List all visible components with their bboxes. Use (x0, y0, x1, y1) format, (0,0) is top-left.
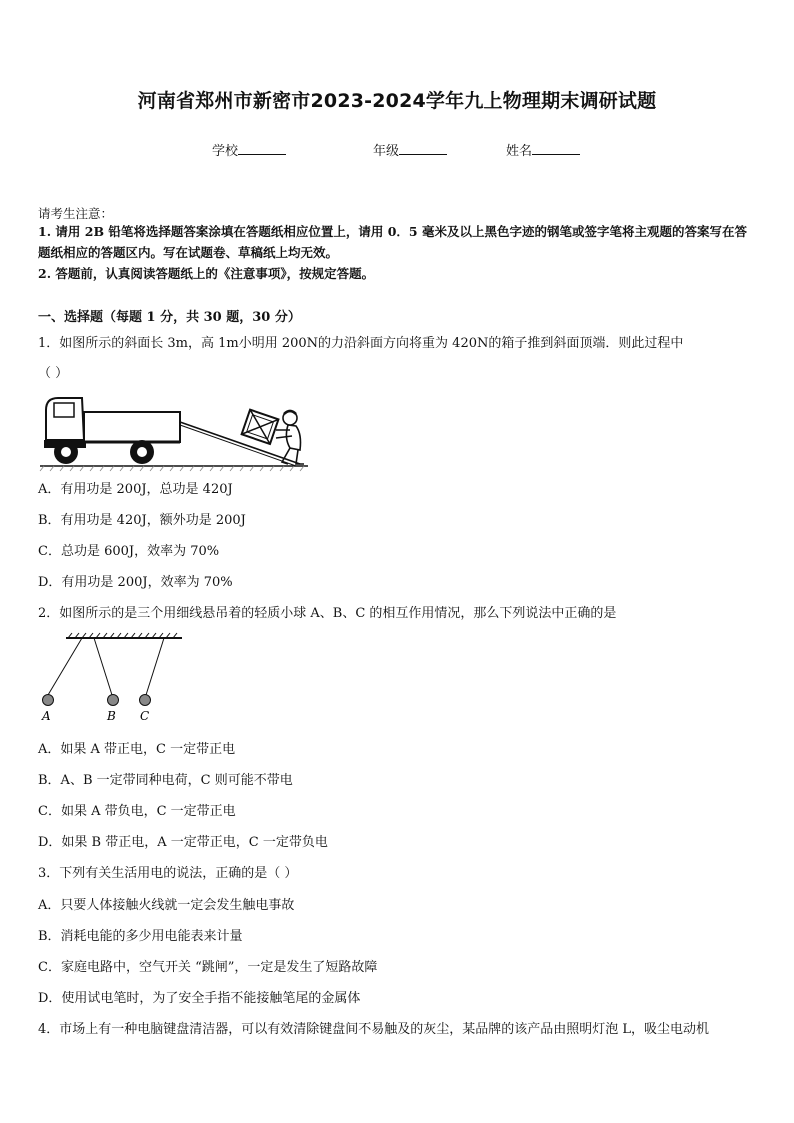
question-2-option-c[interactable]: C．如果 A 带负电，C 一定带正电 (38, 804, 236, 819)
question-2-stem: 2．如图所示的是三个用细线悬吊着的轻质小球 A、B、C 的相互作用情况，那么下列说法中正确的是 (38, 606, 617, 621)
name-label: 姓名 (506, 144, 533, 159)
question-3-option-a[interactable]: A．只要人体接触火线就一定会发生触电事故 (38, 898, 295, 913)
question-1-option-a[interactable]: A．有用功是 200J，总功是 420J (38, 482, 233, 497)
page-title: 河南省郑州市新密市2023-2024学年九上物理期末调研试题 (137, 90, 657, 112)
section-heading-choice: 一、选择题（每题 1 分，共 30 题，30 分） (38, 310, 301, 325)
ball-label-c: C (140, 709, 150, 723)
question-1-option-d[interactable]: D．有用功是 200J，效率为 70% (38, 575, 233, 590)
question-3-option-c[interactable]: C．家庭电路中，空气开关 “跳闸”，一定是发生了短路故障 (38, 960, 378, 975)
question-3-stem: 3．下列有关生活用电的说法，正确的是（ ） (38, 866, 298, 881)
school-label: 学校 (212, 144, 239, 159)
question-1-paren: （ ） (38, 366, 69, 381)
question-1-option-b[interactable]: B．有用功是 420J，额外功是 200J (38, 513, 246, 528)
hanging-balls-figure (38, 632, 188, 724)
grade-field (373, 140, 399, 159)
question-1-option-c[interactable]: C．总功是 600J，效率为 70% (38, 544, 220, 559)
question-2-option-a[interactable]: A．如果 A 带正电，C 一定带正电 (38, 742, 236, 757)
question-3-option-b[interactable]: B．消耗电能的多少用电能表来计量 (38, 929, 243, 944)
question-3-option-d[interactable]: D．使用试电笔时，为了安全手指不能接触笔尾的金属体 (38, 991, 361, 1006)
grade-label: 年级 (373, 144, 400, 159)
name-field (506, 140, 532, 159)
grade-blank[interactable] (399, 140, 447, 155)
ball-label-a: A (42, 709, 51, 723)
notice-heading: 请考生注意： (38, 206, 114, 221)
question-2-option-b[interactable]: B．A、B 一定带同种电荷，C 则可能不带电 (38, 773, 293, 788)
school-blank[interactable] (238, 140, 286, 155)
notice-item-1: 1. 请用 2B 铅笔将选择题答案涂填在答题纸相应位置上，请用 0．5 毫米及以上黑色字迹的钢笔或签字笔将主观题的答案写在答题纸相应的答题区内。写在试题卷、草稿纸上均无效。 (38, 224, 747, 260)
school-field (212, 140, 238, 159)
ball-label-b: B (107, 709, 116, 723)
notice-item-2: 2. 答题前，认真阅读答题纸上的《注意事项》，按规定答题。 (38, 266, 375, 281)
name-blank[interactable] (532, 140, 580, 155)
question-4-stem: 4．市场上有一种电脑键盘清洁器，可以有效清除键盘间不易触及的灰尘，某品牌的该产品由照明灯泡 L，吸尘电动机 (38, 1022, 710, 1037)
question-2-option-d[interactable]: D．如果 B 带正电，A 一定带正电，C 一定带负电 (38, 835, 328, 850)
question-1-stem: 1．如图所示的斜面长 3m，高 1m小明用 200N的力沿斜面方向将重为 420N的箱子推到斜面顶端．则此过程中 (38, 336, 684, 351)
truck-incline-figure (38, 386, 310, 472)
student-info-row (0, 140, 794, 160)
